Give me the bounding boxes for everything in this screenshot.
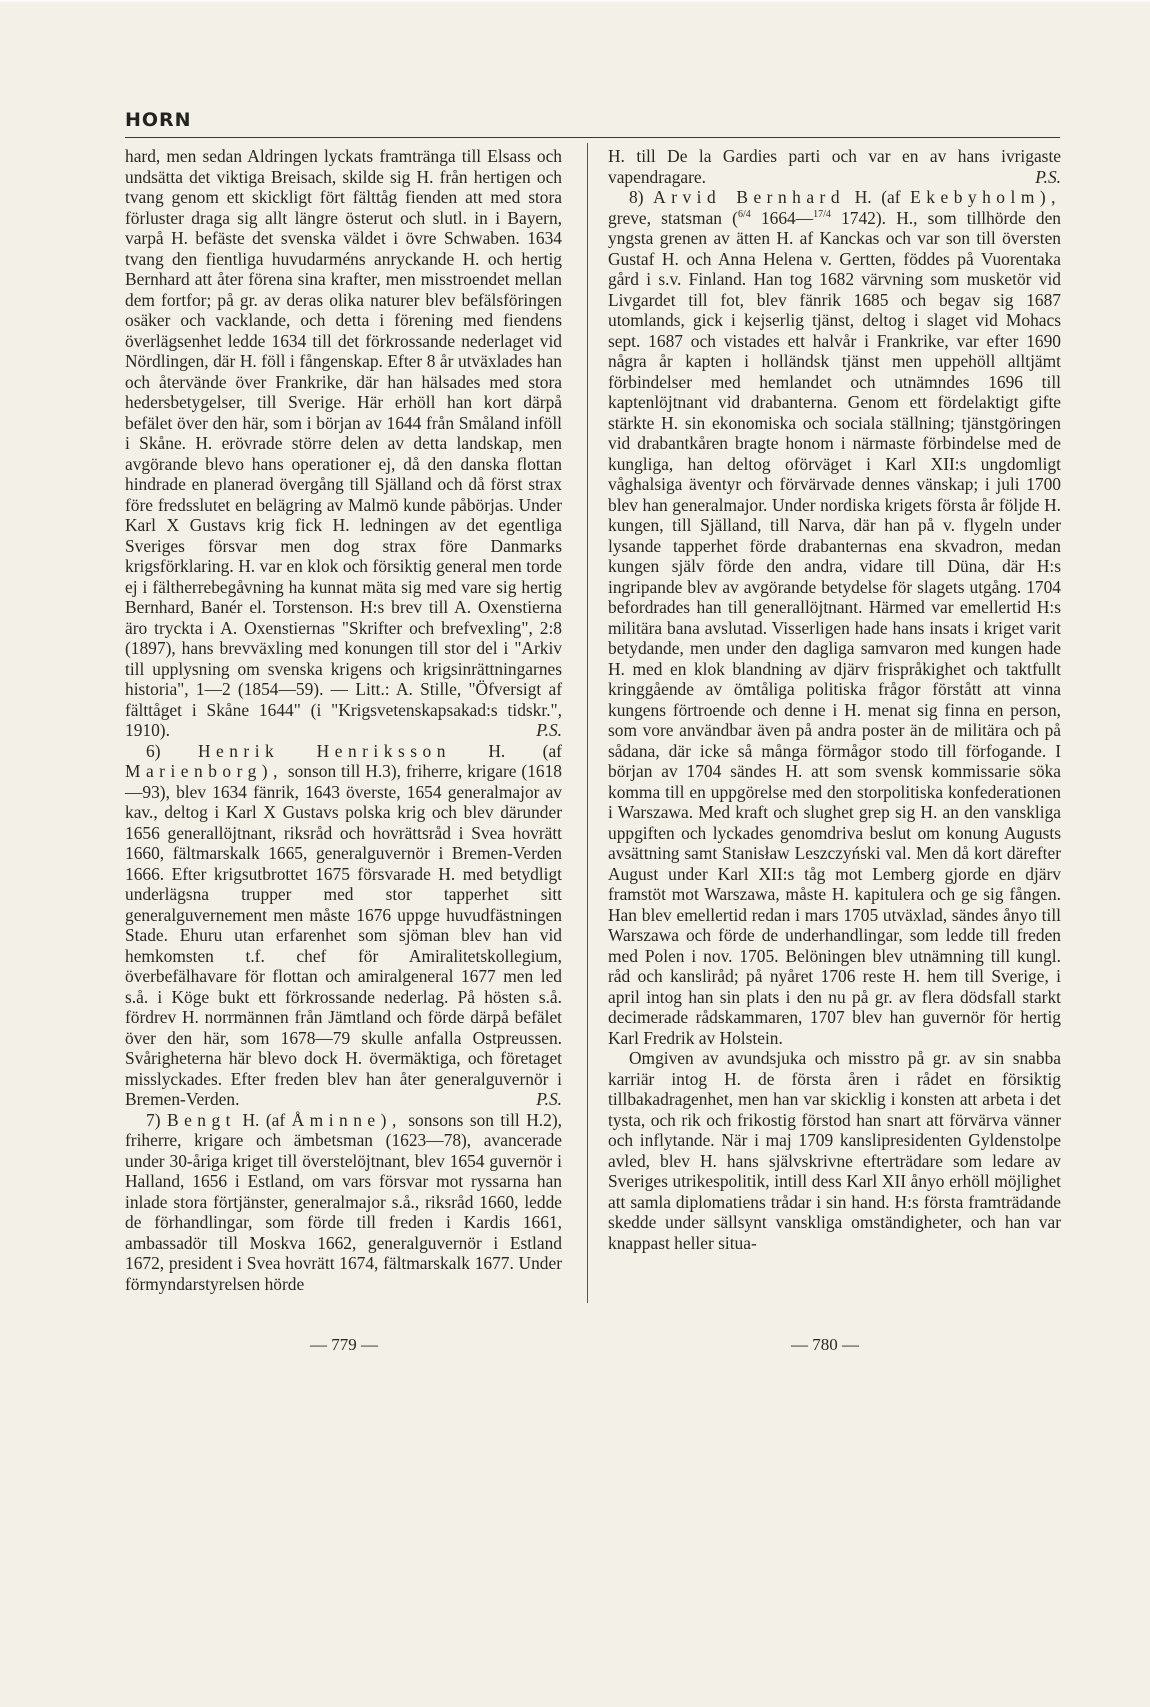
entry-body: sonson till H.3), friherre, krigare (1618—93), blev 1634 fänrik, 1643 överste, 1654 generalmajor av kav., deltog i Karl X Gustavs polska krig och blev därunder 1656 generallöjtnant, riksråd och hovrättsråd i Svea hovrätt 1660, fältmarskalk 1665, generalguvernör i Bremen-Verden 1666. Efter krigsutbrottet 1675 försvarade H. med betydligt underlägsna trupper med stor tapperhet sitt generalguvernement men måste 1676 uppge huvudfästningen Stade. Ehuru utan erfarenhet som sjöman blev han vid hemkomsten t.f. chef för Amiralitetskollegium, överbefälhavare för flottan och amiralgeneral 1677 men led s.å. i Köge bukt ett förkrossande nederlag. På hösten s.å. fördrev H. norrmännen från Jämtland och förde därpå befälet över den här, som 1678—79 skulle anfalla Ostpreussen. Svårigheterna här blevo dock H. övermäktiga, och företaget misslyckades. Efter freden blev han åter generalguvernör i Bremen-Verden. <box>125 761 562 1109</box>
entry-name: Bengt <box>166 1109 237 1130</box>
right-column <box>608 146 1061 1253</box>
entry-8-paragraph-2: Omgiven av avundsjuka och misstro på gr. av sin snabba karriär intog H. de första åren i rådet en försiktig tillbakadragenhet, men han var skicklig i konsten att arbeta i det tysta, och rik och frikostig förstod han snart att förvärva vänner och inflytande. När i maj 1709 kanslipresidenten Gyldenstolpe avled, blev H. hans självskrivne efterträdare som ledare av Sveriges utrikespolitik, intill dess Karl XII ånyo erhöll möjlighet att samla diplomatiens trådar i sin hand. H:s första framträdande skedde under sällsynt vanskliga omständigheter, och han var knappast heller situa- <box>608 1048 1061 1253</box>
death-year: 1742). <box>841 207 886 228</box>
entry-estate: Ekebyholm), <box>910 187 1061 207</box>
entry-continuation <box>125 146 562 741</box>
entry-number: 8) <box>629 187 644 207</box>
continuation-text: H. till De la Gardies parti och var en av hans ivrigaste vapendragare. <box>608 146 1061 187</box>
header-rule <box>125 137 1060 138</box>
entry-initial: H. (af <box>242 1109 286 1130</box>
signature: P.S. <box>536 720 562 740</box>
entry-number: 7) <box>146 1109 161 1130</box>
scan-top-edge <box>0 0 1150 3</box>
signature: P.S. <box>536 1089 562 1109</box>
entry-title: greve, statsman ( <box>608 207 738 228</box>
entry-name: Arvid Bernhard <box>653 187 846 207</box>
entry-initial: H. (af <box>854 187 901 207</box>
continuation-text: hard, men sedan Aldringen lyckats framtränga till Elsass och undsätta det viktiga Breisach, skilde sig H. från hertigen och tvang genom ett skickligt fört fälttåg fienden att med stora förluster draga sig allt längre österut och slutl. in i Bayern, varpå H. befäste det svenska väldet i övre Schwaben. 1634 tvang den fientliga huvudarméns anryckande H. och hertig Bernhard att åter förena sina krafter, men misstroendet mellan dem fortfor; på gr. av deras olika naturer blev befälsföringen osäker och vacklande, och detta i förening med fiendens överlägsenhet ledde 1634 till det förkrossande nederlaget vid Nördlingen, där H. föll i fångenskap. Efter 8 år utväxlades han och återvände över Frankrike, där han hälsades med stora hedersbetygelser, till Sverige. Här erhöll han kort därpå befälet över den här, som i början av 1644 från Småland inföll i Skåne. H. erövrade större delen av detta landskap, men avgörande blevo hans operationer ej, då den danska flottan hindrade en planerad övergång till Själland och då först strax före fredsslutet en belägring av Malmö kunde påbörjas. Under Karl X Gustavs krig fick H. ledningen av det egentliga Sveriges försvar men dog strax före Danmarks krigsförklaring. H. var en klok och försiktig general men torde ej i fältherrebegåvning ha kunnat mäta sig med vare sig hertig Bernhard, Banér el. Torstenson. H:s brev till A. Oxenstierna äro tryckta i A. Oxenstiernas "Skrifter och brefvexling", 2:8 (1897), hans brevväxling med konungen till stor del i "Arkiv till upplysning om svenska krigens och krigsinrättningarnes historia", 1—2 (1854—59). — Litt.: A. Stille, "Öfversigt af fälttåget i Skåne 1644" (i "Krigsvetenskapsakad:s tidskr.", 1910). <box>125 146 562 740</box>
entry-patronym: Henriksson <box>316 740 451 761</box>
column-divider <box>587 143 588 1303</box>
entry-body: H., som tillhörde den yngsta grenen av ätten H. af Kanckas och var son till översten Gustaf H. och Anna Helena v. Gertten, föddes på Vuorentaka gård i s.v. Finland. Han tog 1682 värvning som musketör vid Livgardet till fot, blev fänrik 1685 och begav sig 1687 utomlands, gick i kejserlig tjänst, deltog i slaget vid Mohacs sept. 1687 och vistades ett halvår i Frankrike, var efter 1690 några år kapten i holländsk tjänst men uppehöll alltjämt förbindelser med hemlandet och utnämndes 1696 till kaptenlöjtnant vid drabanterna. Genom ett fördelaktigt gifte stärkte H. sin ekonomiska och sociala ställning; tjänstgöringen vid drabantkåren bragte honom i närmaste förbindelse med de kungliga, han deltog oförväget i Karl XII:s ungdomligt våghalsiga äventyr och förvärvade dennes vänskap; i juli 1700 blev han generalmajor. Under nordiska krigets första år följde H. kungen, till Själland, till Narva, där han på v. flygeln under lysande tapperhet förde drabanternas ena skvadron, medan kungen själv förde den andra, vidare till Düna, där H:s ingripande blev av avgörande betydelse för slagets utgång. 1704 befordrades han till generallöjtnant. Härmed var emellertid H:s militära bana avslutad. Visserligen hade hans insats i kriget varit betydande, men under den dagliga samvaron med kungen hade H. med en klok blandning av djärv frispråkighet och taktfullt kringgående av ömtåliga politiska frågor förstått att vinna kungens förtroende och denne i H. menat sig finna en person, som vore användbar även på andra poster än de militära och på sådana, där icke så många förmågor stodo till förfogande. I början av 1704 sändes H. att som svensk kommissarie söka komma till en uppgörelse med den storpolitiska konfederationen i Warszawa. Med kraft och slughet grep sig H. an den vanskliga uppgiften och lyckades genomdriva beslut om konung Augusts avsättning samt Stanisław Leszczyński val. Men då kort därefter August under Karl XII:s tåg mot Lemberg gjorde en djärv framstöt mot Warszawa, måste H. kapitulera och ge sig fången. Han blev emellertid redan i mars 1705 utväxlad, sändes ånyo till Warszawa och förde de underhandlingar, som ledde till freden med Polen i nov. 1705. Belöningen blev utnämning till kungl. råd och kansliråd; på nyåret 1706 reste H. hem till Sverige, i april intog han sin plats i den nu på gr. av flera dödsfall starkt decimerade rådskammaren, 1707 blev han guvernör för hertig Karl Fredrik av Holstein. <box>608 207 1061 1048</box>
entry-estate: Marienborg), <box>125 761 283 781</box>
entry-8 <box>608 187 1061 1048</box>
entry-estate: Åminne), <box>291 1109 402 1130</box>
birth-year: 1664— <box>760 207 814 228</box>
left-column <box>125 146 562 1294</box>
entry-number: 6) <box>146 740 161 761</box>
entry-6 <box>125 741 562 1110</box>
entry-body: sonsons son till H.2), friherre, krigare och ämbetsman (1623—78), avancerade under 30-åriga kriget till överstelöjtnant, blev 1654 guvernör i Halland, 1656 i Estland, om vars försvar mot ryssarna han inlade stora förtjänster, generalmajor s.å., riksråd 1660, ledde de förhandlingar, som förde till freden i Kardis 1661, ambassadör till Moskva 1662, generalguvernör i Estland 1672, president i Svea hovrätt 1674, fältmarskalk 1677. Under förmyndarstyrelsen hörde <box>125 1109 562 1294</box>
entry-initial: H. (af <box>488 740 562 761</box>
page-number-right: — 780 — <box>791 1335 859 1354</box>
entry-7 <box>125 1110 562 1295</box>
entry-7-continuation <box>608 146 1061 187</box>
death-date: 17/4 <box>813 208 831 220</box>
birth-date: 6/4 <box>737 208 751 220</box>
signature: P.S. <box>1035 166 1061 187</box>
page-number-left: — 779 — <box>310 1335 378 1354</box>
entry-name: Henrik <box>197 740 280 761</box>
running-head: HORN <box>125 109 192 131</box>
